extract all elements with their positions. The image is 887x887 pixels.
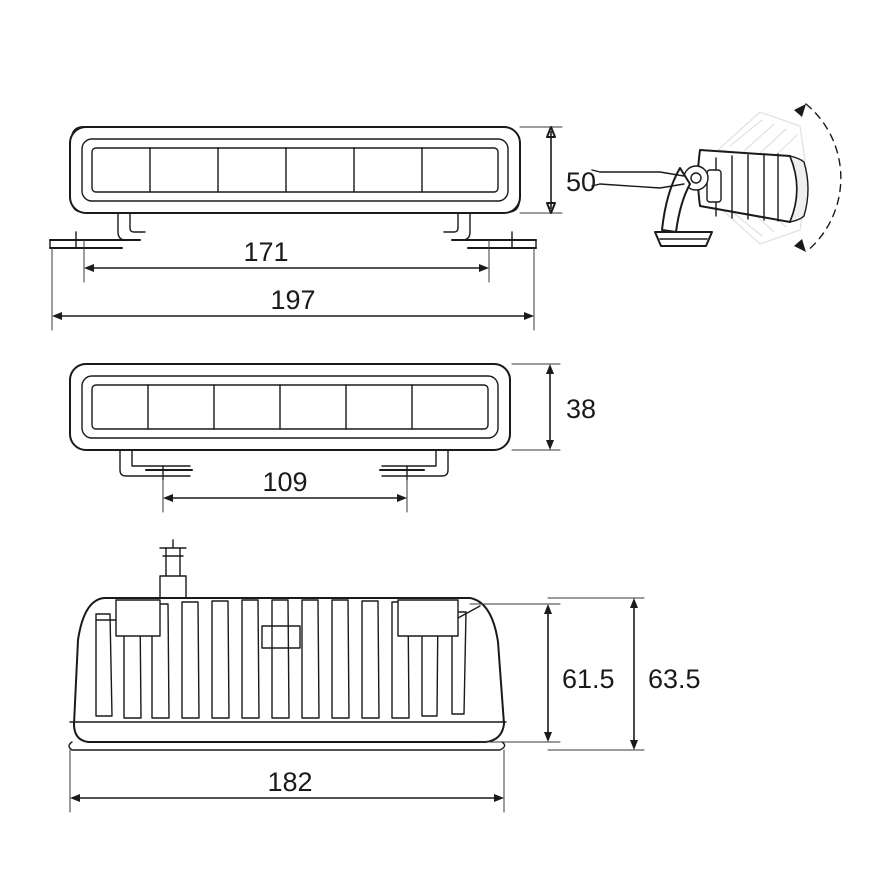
dim-61-5-label: 61.5 (562, 664, 615, 694)
swivel-arrow-up (794, 104, 806, 117)
rear-lens-window (92, 385, 488, 429)
dim-171 (84, 237, 489, 282)
side-mount-arm (662, 168, 690, 232)
dim-38-label: 38 (566, 394, 597, 424)
dim-197-label: 197 (270, 285, 316, 315)
front-bracket-right (444, 213, 536, 248)
rear-view (70, 364, 596, 512)
dim-182-label: 182 (267, 767, 313, 797)
front-bracket-left (50, 213, 145, 248)
dim-182 (70, 750, 504, 812)
side-wire-lead (592, 170, 684, 188)
dim-109-label: 109 (262, 467, 308, 497)
top-wire-lead (160, 540, 186, 600)
dim-171-label: 171 (243, 237, 289, 267)
dim-38 (512, 364, 596, 450)
dim-197 (52, 248, 534, 330)
front-lens-window (92, 148, 498, 192)
dim-50 (520, 127, 596, 213)
front-view (50, 127, 596, 330)
top-view (69, 540, 701, 812)
rear-bracket-left (120, 450, 192, 480)
rear-bracket-right (380, 450, 448, 480)
swivel-arrow-down (794, 239, 806, 252)
dim-50-label: 50 (566, 167, 597, 197)
dim-109 (163, 467, 407, 512)
side-view (592, 104, 841, 252)
dim-63-5-label: 63.5 (648, 664, 701, 694)
